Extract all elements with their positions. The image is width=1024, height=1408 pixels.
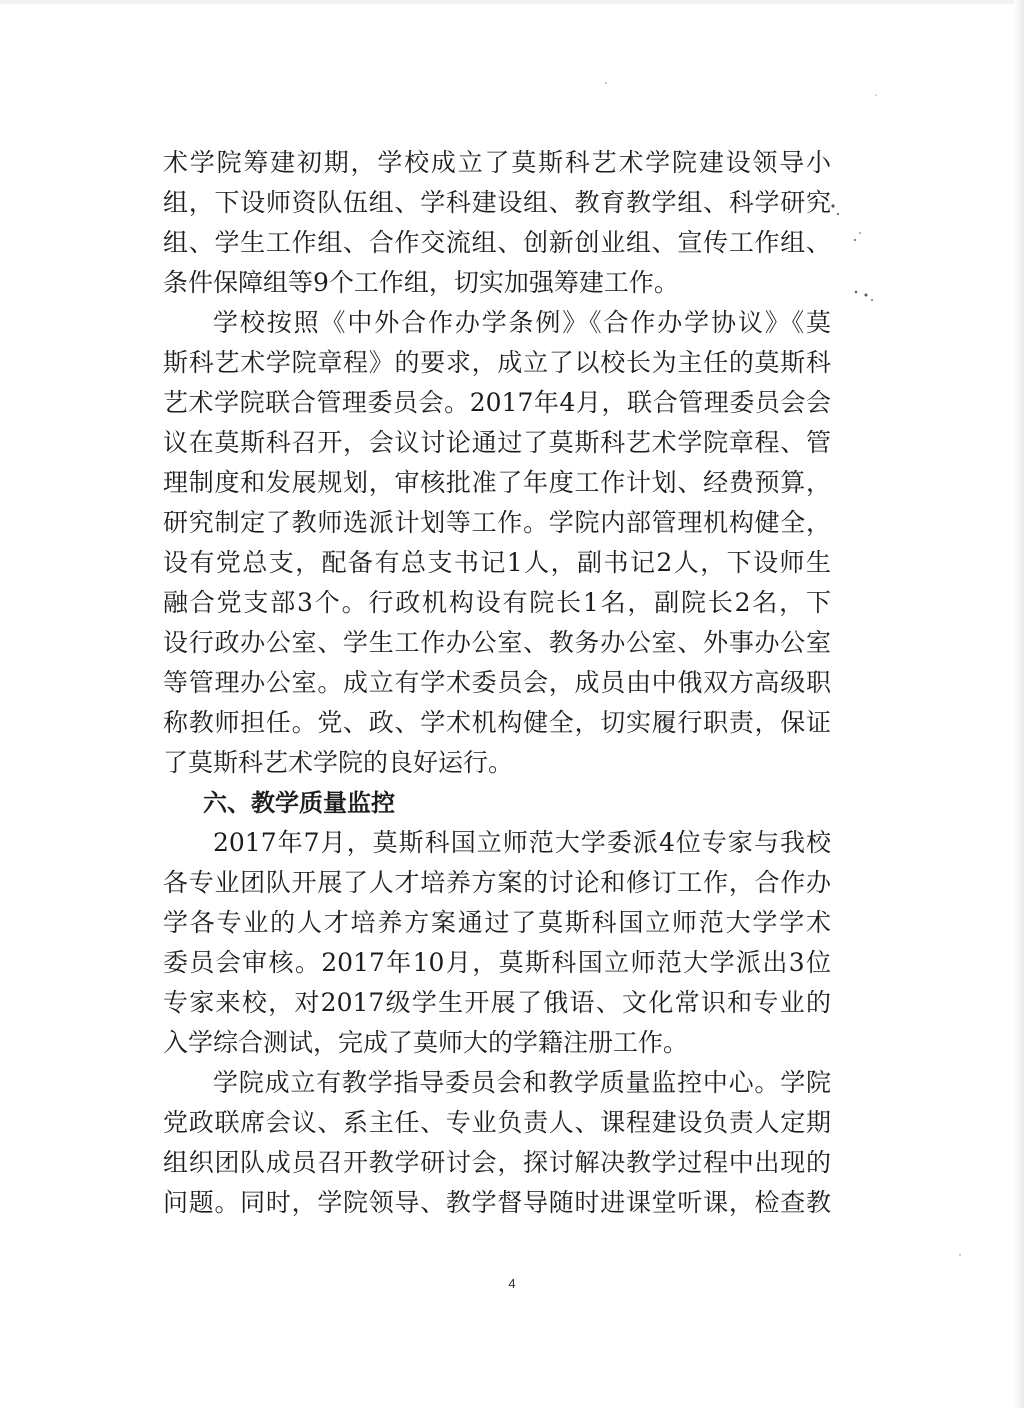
scan-speck: [854, 239, 856, 241]
scan-speck: [859, 232, 861, 234]
page-number: 4: [508, 1276, 516, 1291]
paragraph-2: [163, 303, 831, 783]
scan-speck: [875, 94, 877, 96]
paragraph-1: [163, 143, 831, 303]
paragraph-3: [163, 823, 831, 1063]
text-line: 条件保障组等9个工作组，切实加强筹建工作。: [163, 268, 679, 297]
section-heading: 六、教学质量监控: [203, 789, 395, 817]
text-line: 斯科艺术学院章程》的要求，成立了以校长为主任的莫斯科: [163, 348, 831, 377]
text-line: 组，下设师资队伍组、学科建设组、教育教学组、科学研究: [163, 188, 831, 217]
paragraph-4: [163, 1063, 831, 1223]
text-line: 议在莫斯科召开，会议讨论通过了莫斯科艺术学院章程、管: [163, 428, 831, 457]
text-line: 2017年7月，莫斯科国立师范大学委派4位专家与我校: [213, 828, 831, 857]
text-line: 委员会审核。2017年10月，莫斯科国立师范大学派出3位: [163, 948, 831, 977]
text-line: 党政联席会议、系主任、专业负责人、课程建设负责人定期: [163, 1108, 831, 1137]
text-line: 设行政办公室、学生工作办公室、教务办公室、外事办公室: [163, 628, 831, 657]
document-body: [163, 143, 831, 1223]
text-line: 学校按照《中外合作办学条例》《合作办学协议》《莫: [213, 308, 831, 337]
text-line: 等管理办公室。成立有学术委员会，成员由中俄双方高级职: [163, 668, 831, 697]
text-line: 称教师担任。党、政、学术机构健全，切实履行职责，保证: [163, 708, 831, 737]
scan-speck: [959, 1254, 961, 1256]
text-line: 术学院筹建初期，学校成立了莫斯科艺术学院建设领导小: [163, 148, 831, 177]
scan-speck: [865, 294, 868, 297]
text-line: 学院成立有教学指导委员会和教学质量监控中心。学院: [213, 1068, 831, 1097]
scan-speck: [831, 204, 834, 207]
scan-speck: [855, 291, 858, 294]
scan-speck: [837, 213, 839, 215]
text-line: 专家来校，对2017级学生开展了俄语、文化常识和专业的: [163, 988, 831, 1017]
scan-speck: [871, 299, 873, 301]
text-line: 组、学生工作组、合作交流组、创新创业组、宣传工作组、: [163, 228, 831, 257]
text-line: 了莫斯科艺术学院的良好运行。: [163, 748, 514, 777]
text-line: 学各专业的人才培养方案通过了莫斯科国立师范大学学术: [163, 908, 831, 937]
text-line: 艺术学院联合管理委员会。2017年4月，联合管理委员会会: [163, 388, 831, 417]
text-line: 理制度和发展规划，审核批准了年度工作计划、经费预算，: [163, 468, 831, 497]
text-line: 研究制定了教师选派计划等工作。学院内部管理机构健全，: [163, 508, 831, 537]
text-line: 问题。同时，学院领导、教学督导随时进课堂听课，检查教: [163, 1188, 831, 1217]
text-line: 各专业团队开展了人才培养方案的讨论和修订工作，合作办: [163, 868, 831, 897]
scan-speck: [605, 82, 607, 84]
text-line: 组织团队成员召开教学研讨会，探讨解决教学过程中出现的: [163, 1148, 831, 1177]
text-line: 设有党总支，配备有总支书记1人，副书记2人，下设师生: [163, 548, 831, 577]
text-line: 入学综合测试，完成了莫师大的学籍注册工作。: [163, 1028, 689, 1057]
text-line: 融合党支部3个。行政机构设有院长1名，副院长2名，下: [163, 588, 831, 617]
